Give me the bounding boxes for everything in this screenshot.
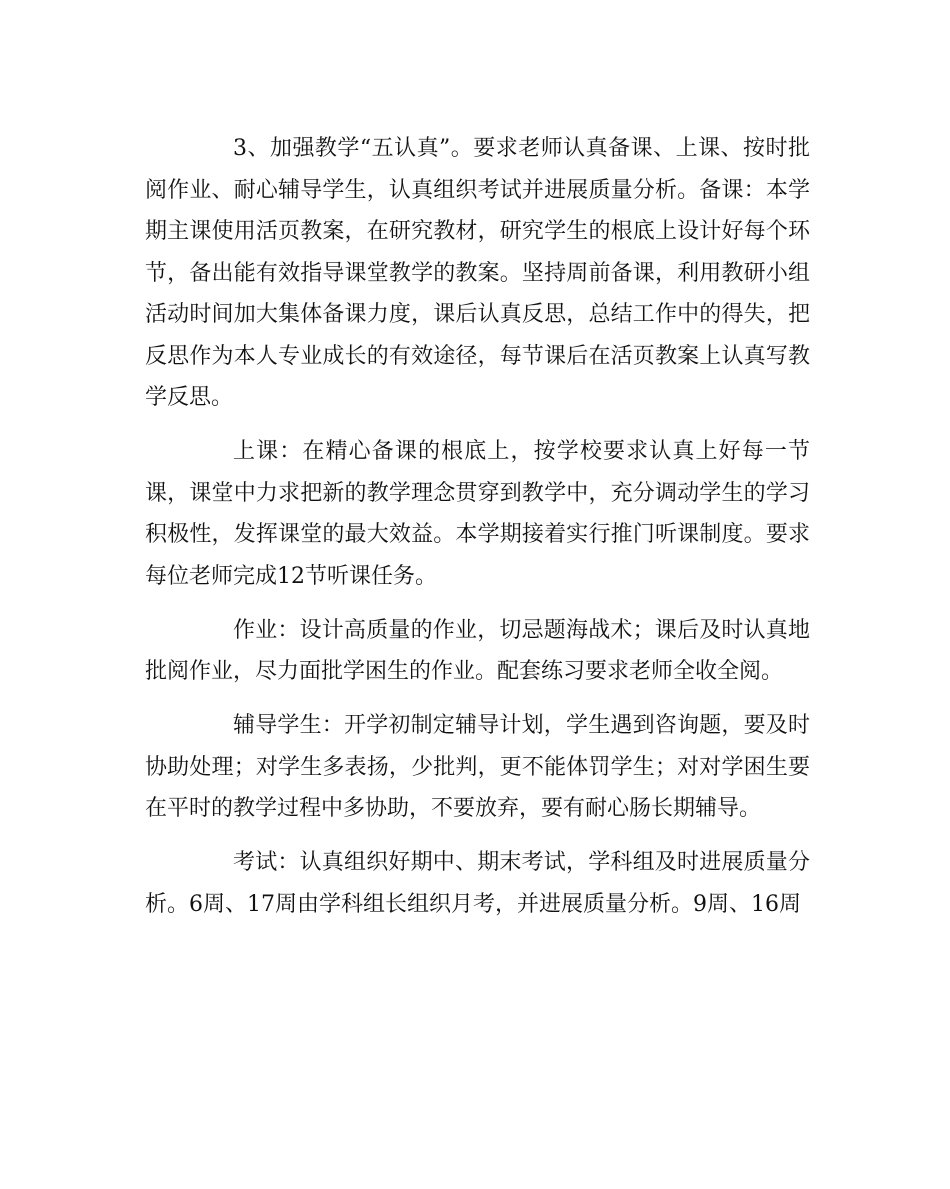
paragraph-tutoring: 辅导学生：开学初制定辅导计划，学生遇到咨询题，要及时协助处理；对学生多表扬，少批判，更不能体罚学生；对对学困生要在平时的教学过程中多协助，不要放弃，要有耐心肠长期辅导。 xyxy=(145,713,810,821)
paragraph-lessons: 上课：在精心备课的根底上，按学校要求认真上好每一节课，课堂中力求把新的教学理念贯穿到教学中，充分调动学生的学习积极性，发挥课堂的最大效益。本学期接着实行推门听课制度。要求每位老师完成12节听课任务。 xyxy=(145,439,810,589)
paragraph-homework: 作业：设计高质量的作业，切忌题海战术；课后及时认真地批阅作业，尽力面批学困生的作业。配套练习要求老师全收全阅。 xyxy=(145,617,810,684)
document-body xyxy=(145,128,810,938)
paragraph-exams: 考试：认真组织好期中、期末考试，学科组及时进展质量分析。6周、17周由学科组长组织月考，并进展质量分析。9周、16周 xyxy=(145,850,810,917)
paragraph-five-diligence: 3、加强教学“五认真”。要求老师认真备课、上课、按时批阅作业、耐心辅导学生，认真组织考试并进展质量分析。备课：本学期主课使用活页教案，在研究教材，研究学生的根底上设计好每个环节，备出能有效指导课堂教学的教案。坚持周前备课，利用教研小组活动时间加大集体备课力度，课后认真反思，总结工作中的得失，把反思作为本人专业成长的有效途径，每节课后在活页教案上认真写教学反思。 xyxy=(145,136,810,410)
